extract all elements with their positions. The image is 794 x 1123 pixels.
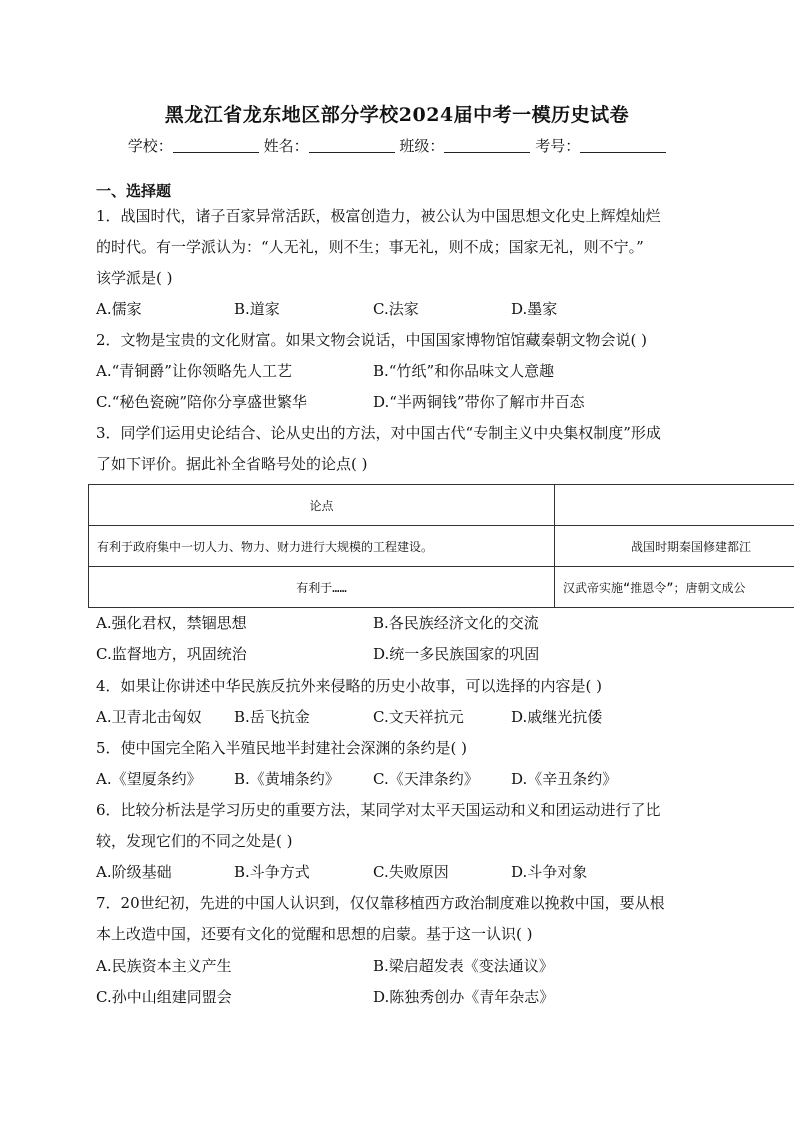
q6-option-d[interactable]: D.斗争对象 [511, 863, 588, 881]
q1-option-a[interactable]: A.儒家 [96, 300, 142, 318]
q2-option-c[interactable]: C.“秘色瓷碗”陪你分享盛世繁华 [96, 393, 308, 411]
class-blank[interactable] [444, 138, 530, 153]
q7-option-b[interactable]: B.梁启超发表《变法通议》 [373, 957, 554, 975]
q4-option-b[interactable]: B.岳飞抗金 [234, 708, 310, 726]
q1-option-b[interactable]: B.道家 [234, 300, 280, 318]
table-cell: 战国时期秦国修建都江 [555, 526, 794, 567]
q6-line-2: 较，发现它们的不同之处是( ) [96, 832, 293, 850]
school-label: 学校： [127, 137, 173, 155]
q3-option-a[interactable]: A.强化君权，禁锢思想 [96, 614, 247, 632]
q4-option-c[interactable]: C.文天祥抗元 [373, 708, 464, 726]
table-cell: 有利于…… [89, 567, 555, 608]
table-row [89, 485, 794, 526]
school-blank[interactable] [173, 138, 259, 153]
q6-line-1: 6．比较分析法是学习历史的重要方法，某同学对太平天国运动和义和团运动进行了比 [96, 801, 661, 819]
q6-option-b[interactable]: B.斗争方式 [234, 863, 310, 881]
q5-option-d[interactable]: D.《辛丑条约》 [511, 770, 618, 788]
q3-option-d[interactable]: D.统一多民族国家的巩固 [373, 645, 540, 663]
q7-line-2: 本上改造中国，还要有文化的觉醒和思想的启蒙。基于这一认识( ) [96, 925, 533, 943]
q2-line-1: 2．文物是宝贵的文化财富。如果文物会说话，中国国家博物馆馆藏秦朝文物会说( ) [96, 331, 648, 349]
q5-option-a[interactable]: A.《望厦条约》 [96, 770, 202, 788]
q6-option-a[interactable]: A.阶级基础 [96, 863, 172, 881]
q7-option-d[interactable]: D.陈独秀创办《青年杂志》 [373, 988, 555, 1006]
name-blank[interactable] [309, 138, 395, 153]
q6-option-c[interactable]: C.失败原因 [373, 863, 449, 881]
name-label: 姓名： [263, 137, 309, 155]
exam-no-blank[interactable] [580, 138, 666, 153]
q5-option-b[interactable]: B.《黄埔条约》 [234, 770, 340, 788]
q7-option-a[interactable]: A.民族资本主义产生 [96, 957, 232, 975]
q2-option-a[interactable]: A.“青铜爵”让你领略先人工艺 [96, 362, 292, 380]
q2-option-d[interactable]: D.“半两铜钱”带你了解市井百态 [373, 393, 585, 411]
q3-line-2: 了如下评价。据此补全省略号处的论点( ) [96, 455, 368, 473]
q5-option-c[interactable]: C.《天津条约》 [373, 770, 479, 788]
q4-option-d[interactable]: D.戚继光抗倭 [511, 708, 603, 726]
table-row [89, 526, 794, 567]
student-info-line [0, 135, 794, 156]
class-label: 班级： [399, 137, 445, 155]
q4-line-1: 4．如果让你讲述中华民族反抗外来侵略的历史小故事，可以选择的内容是( ) [96, 677, 603, 695]
q3-line-1: 3．同学们运用史论结合、论从史出的方法，对中国古代“专制主义中央集权制度”形成 [96, 424, 661, 442]
q1-option-c[interactable]: C.法家 [373, 300, 419, 318]
q1-line-2: 的时代。有一学派认为：“人无礼，则不生；事无礼，则不成；国家无礼，则不宁。” [96, 238, 644, 256]
q1-line-3: 该学派是( ) [96, 269, 173, 287]
q5-line-1: 5．使中国完全陷入半殖民地半封建社会深渊的条约是( ) [96, 739, 468, 757]
table-cell: 有利于政府集中一切人力、物力、财力进行大规模的工程建设。 [89, 526, 555, 567]
exam-no-label: 考号： [535, 137, 581, 155]
table-row [89, 567, 794, 608]
q3-option-b[interactable]: B.各民族经济文化的交流 [373, 614, 539, 632]
q3-option-c[interactable]: C.监督地方，巩固统治 [96, 645, 247, 663]
q4-option-a[interactable]: A.卫青北击匈奴 [96, 708, 202, 726]
table-cell: 汉武帝实施“推恩令”；唐朝文成公 [555, 567, 794, 608]
q1-line-1: 1．战国时代，诸子百家异常活跃，极富创造力，被公认为中国思想文化史上辉煌灿烂 [96, 207, 661, 225]
section-title: 一、选择题 [96, 182, 172, 200]
exam-title: 黑龙江省龙东地区部分学校2024届中考一模历史试卷 [164, 104, 630, 126]
table-cell [555, 485, 794, 526]
q7-option-c[interactable]: C.孙中山组建同盟会 [96, 988, 232, 1006]
q7-line-1: 7．20世纪初，先进的中国人认识到，仅仅靠移植西方政治制度难以挽救中国，要从根 [96, 894, 665, 912]
q2-option-b[interactable]: B.“竹纸”和你品味文人意趣 [373, 362, 555, 380]
q1-option-d[interactable]: D.墨家 [511, 300, 558, 318]
argument-table [88, 484, 794, 608]
table-cell: 论点 [89, 485, 555, 526]
